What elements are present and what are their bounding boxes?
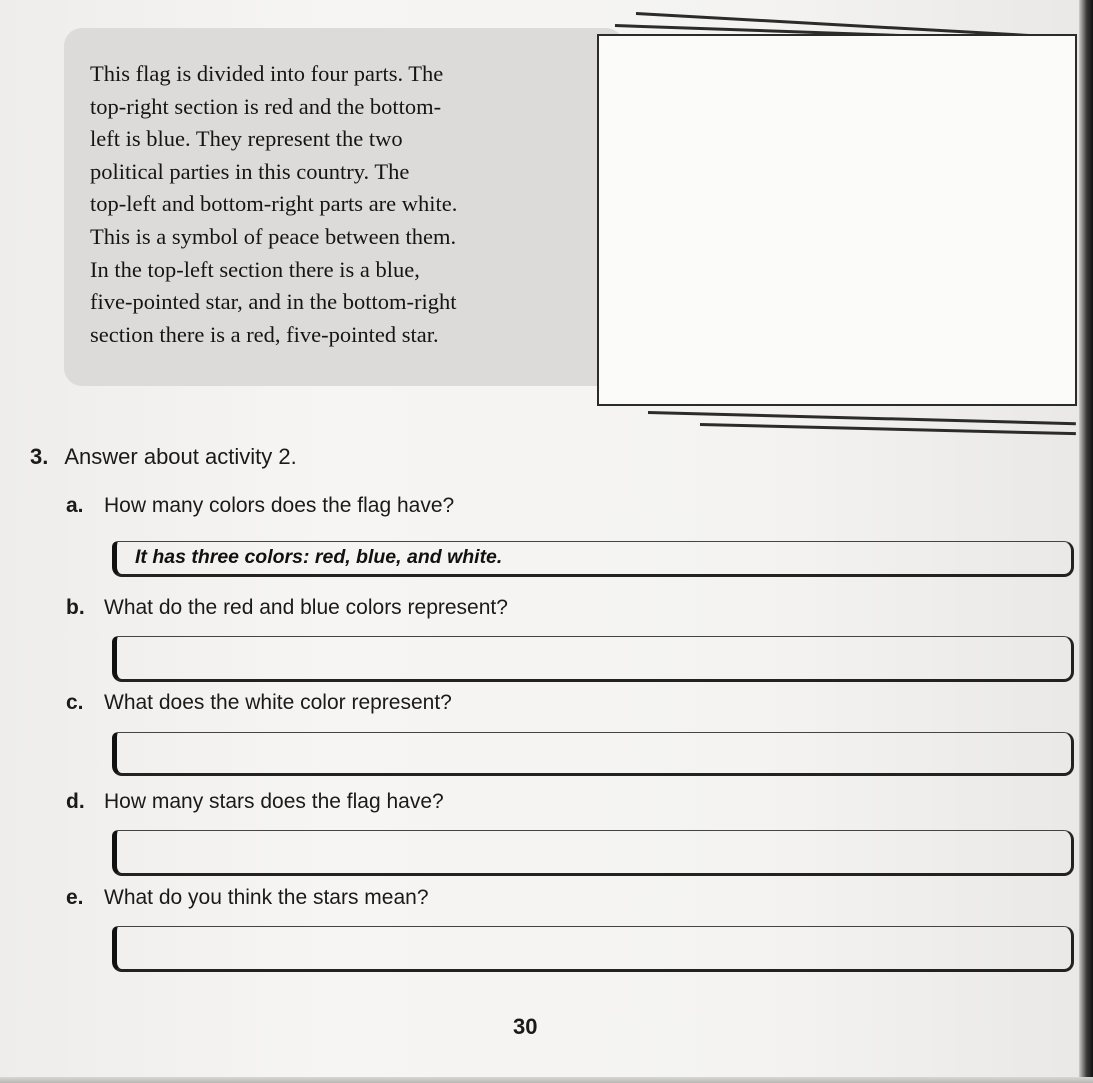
question-a: [66, 494, 454, 518]
question-text: What do you think the stars mean?: [104, 886, 429, 909]
answer-box-d[interactable]: [112, 830, 1074, 876]
question-b: [66, 596, 508, 620]
flag-drawing-box[interactable]: [597, 34, 1077, 406]
answer-box-b[interactable]: [112, 636, 1074, 682]
passage-text: [90, 58, 570, 351]
activity-instruction: Answer about activity 2.: [64, 444, 297, 469]
passage-line: In the top-left section there is a blue,: [90, 256, 420, 282]
passage-line: This is a symbol of peace between them.: [90, 223, 457, 249]
question-text: What do the red and blue colors represent?: [104, 596, 508, 619]
page-number: 30: [513, 1014, 538, 1039]
passage-line: This flag is divided into four parts. The: [90, 61, 444, 86]
question-letter: b.: [66, 596, 85, 619]
answer-box-c[interactable]: [112, 732, 1074, 776]
book-spine-shadow: [1079, 0, 1093, 1083]
question-c: [66, 691, 452, 715]
passage-line: five-pointed star, and in the bottom-right: [90, 289, 457, 315]
activity-heading: [30, 444, 297, 470]
question-e: [66, 886, 429, 910]
answer-box-e[interactable]: [112, 926, 1074, 972]
activity-number: 3.: [30, 444, 49, 469]
question-letter: c.: [66, 691, 84, 714]
question-letter: d.: [66, 790, 85, 813]
passage-line: top-right section is red and the bottom-: [90, 93, 442, 119]
question-letter: a.: [66, 494, 84, 517]
question-letter: e.: [66, 886, 84, 909]
page-bottom-edge: [0, 1077, 1093, 1083]
question-d: [66, 790, 444, 814]
question-text: How many stars does the flag have?: [104, 790, 444, 813]
answer-text: It has three colors: red, blue, and white.: [135, 546, 503, 568]
passage-line: section there is a red, five-pointed star.: [90, 321, 439, 347]
passage-line: left is blue. They represent the two: [90, 126, 403, 152]
answer-box-a[interactable]: [112, 541, 1074, 577]
question-text: What does the white color represent?: [104, 691, 452, 714]
passage-line: political parties in this country. The: [90, 158, 410, 184]
passage-line: top-left and bottom-right parts are white.: [90, 191, 458, 217]
question-text: How many colors does the flag have?: [104, 494, 455, 517]
